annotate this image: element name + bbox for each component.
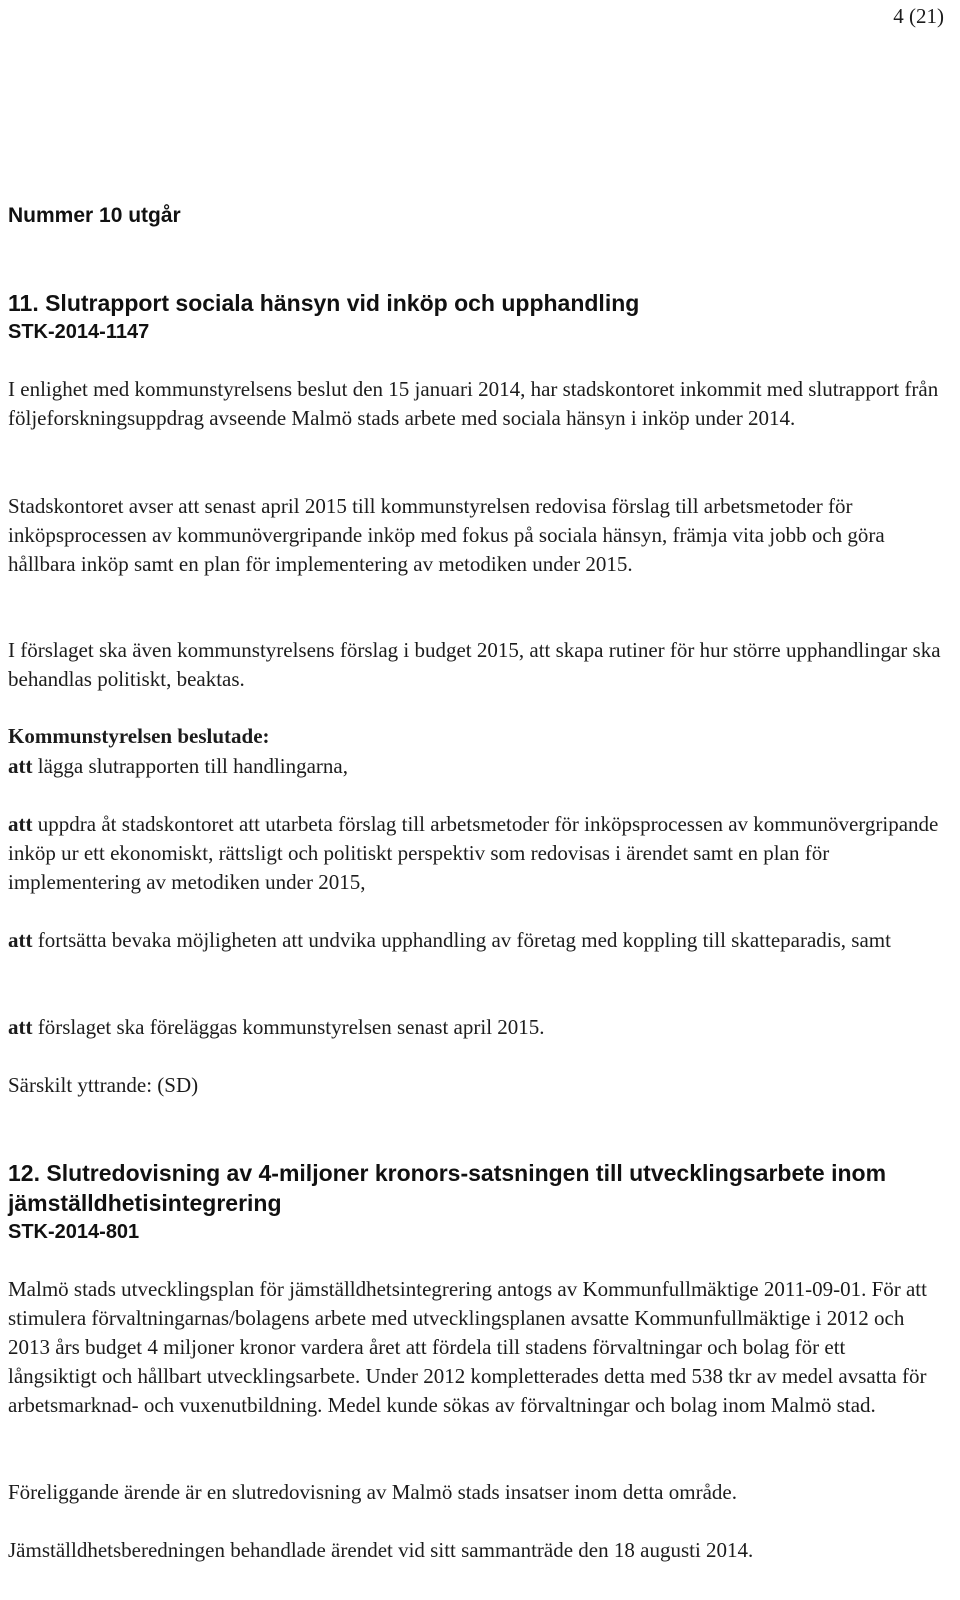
item10-heading: Nummer 10 utgår (8, 204, 181, 227)
decision-item-3 (8, 926, 952, 955)
decision-heading: Kommunstyrelsen beslutade: (8, 724, 270, 748)
special-statement: Särskilt yttrande: (SD) (8, 1073, 199, 1097)
item11-paragraph-2: Stadskontoret avser att senast april 2015 till kommunstyrelsen redovisa förslag till arbetsmetoder för inköpsprocessen av kommunövergripande inköp med fokus på sociala hänsyn, främja vita jobb och göra hållbara inköp samt en plan för implementering av metodiken under 2015. (8, 494, 885, 576)
decision-item-2 (8, 810, 952, 897)
decision-text: fortsätta bevaka möjligheten att undvika upphandling av företag med koppling till skatteparadis, samt (37, 928, 891, 952)
item12-paragraph-3: Jämställdhetsberedningen behandlade ärendet vid sitt sammanträde den 18 augusti 2014. (8, 1538, 754, 1562)
item12-paragraph-2: Föreliggande ärende är en slutredovisning av Malmö stads insatser inom detta område. (8, 1480, 737, 1504)
item11-paragraph-3: I förslaget ska även kommunstyrelsens förslag i budget 2015, att skapa rutiner för hur större upphandlingar ska behandlas politiskt, beaktas. (8, 638, 941, 691)
att-keyword: att (8, 1015, 33, 1039)
att-keyword: att (8, 812, 33, 836)
decision-text: förslaget ska föreläggas kommunstyrelsen senast april 2015. (37, 1015, 545, 1039)
decision-text: uppdra åt stadskontoret att utarbeta förslag till arbetsmetoder för inköpsprocessen av kommunövergripande inköp ur ett ekonomiskt, rättsligt och politiskt perspektiv som redovisas i ärendet samt en plan för implementering av metodiken under 2015, (8, 812, 939, 894)
item11-heading: 11. Slutrapport sociala hänsyn vid inköp och upphandling (8, 290, 640, 316)
item11-paragraph-1: I enlighet med kommunstyrelsens beslut den 15 januari 2014, har stadskontoret inkommit med slutrapport från följeforskningsuppdrag avseende Malmö stads arbete med sociala hänsyn i inköp under 2014. (8, 377, 939, 430)
decision-item-4 (8, 1013, 952, 1042)
att-keyword: att (8, 928, 33, 952)
decision-text: lägga slutrapporten till handlingarna, (37, 754, 348, 778)
page-number: 4 (21) (893, 4, 944, 28)
item12-case-number: STK-2014-801 (8, 1221, 140, 1243)
item11-case-number: STK-2014-1147 (8, 321, 150, 343)
item12-heading: 12. Slutredovisning av 4-miljoner kronors-satsningen till utvecklingsarbete inom jämställdhetisintegrering (8, 1160, 887, 1216)
att-keyword: att (8, 754, 33, 778)
decision-item-1 (8, 752, 952, 781)
item12-paragraph-1: Malmö stads utvecklingsplan för jämställdhetsintegrering antogs av Kommunfullmäktige 2011-09-01. För att stimulera förvaltningarnas/bolagens arbete med utvecklingsplanen avsatte Kommunfullmäktige i 2012 och 2013 års budget 4 miljoner kronor vardera året att fördela till stadens förvaltningar och bolag för ett långsiktigt och hållbart utvecklingsarbete. Under 2012 kompletterades detta med 538 tkr av medel avsatta för arbetsmarknad- och vuxenutbildning. Medel kunde sökas av förvaltningar och bolag inom Malmö stad. (8, 1277, 927, 1417)
